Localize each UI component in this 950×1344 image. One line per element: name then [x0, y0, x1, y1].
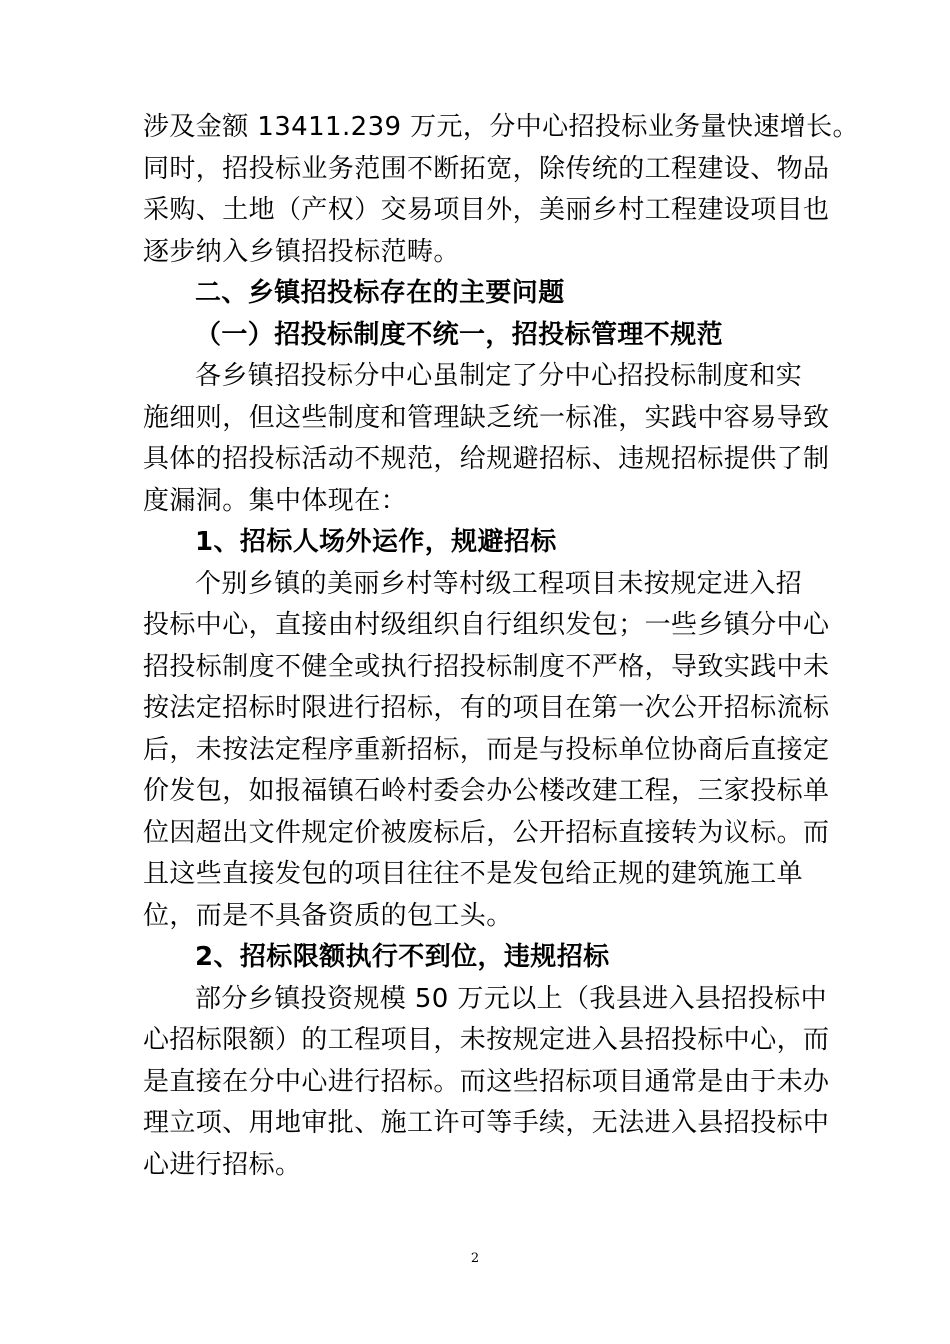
text-line: 度漏洞。集中体现在：: [143, 485, 408, 516]
text-line: 具体的招投标活动不规范，给规避招标、违规招标提供了制: [143, 444, 830, 474]
section-heading: 2、招标限额执行不到位，违规招标: [195, 942, 610, 972]
section-heading: 1、招标人场外运作，规避招标: [195, 527, 557, 557]
text-line: 部分乡镇投资规模 50 万元以上（我县进入县招投标中: [195, 983, 828, 1014]
text-line: 按法定招标时限进行招标，有的项目在第一次公开招标流标: [143, 693, 830, 723]
page-number: 2: [470, 1251, 480, 1266]
text-line: 涉及金额 13411.239 万元，分中心招投标业务量快速增长。: [143, 112, 859, 142]
text-line: 且这些直接发包的项目往往不是发包给正规的建筑施工单: [143, 859, 804, 889]
text-line: 个别乡镇的美丽乡村等村级工程项目未按规定进入招: [195, 568, 803, 599]
text-line: 位因超出文件规定价被废标后，公开招标直接转为议标。而: [143, 817, 830, 848]
section-heading: （一）招投标制度不统一，招投标管理不规范: [195, 319, 724, 350]
text-line: 后，未按法定程序重新招标，而是与投标单位协商后直接定: [143, 734, 830, 765]
text-line: 位，而是不具备资质的包工头。: [143, 900, 513, 931]
document-body: [143, 107, 859, 1186]
text-line: 采购、土地（产权）交易项目外，美丽乡村工程建设项目也: [143, 195, 830, 225]
text-line: 是直接在分中心进行招标。而这些招标项目通常是由于未办: [143, 1066, 830, 1097]
text-line: 理立项、用地审批、施工许可等手续，无法进入县招投标中: [143, 1108, 830, 1138]
text-line: 招投标制度不健全或执行招投标制度不严格，导致实践中未: [143, 651, 830, 682]
text-line: 同时，招投标业务范围不断拓宽，除传统的工程建设、物品: [143, 153, 830, 184]
section-heading: 二、乡镇招投标存在的主要问题: [195, 278, 565, 308]
text-line: 心招标限额）的工程项目，未按规定进入县招投标中心，而: [143, 1025, 830, 1055]
text-line: 投标中心，直接由村级组织自行组织发包；一些乡镇分中心: [143, 610, 830, 640]
text-line: 各乡镇招投标分中心虽制定了分中心招投标制度和实: [195, 361, 803, 391]
text-line: 价发包，如报福镇石岭村委会办公楼改建工程，三家投标单: [143, 776, 830, 806]
text-line: 心进行招标。: [143, 1149, 302, 1180]
text-line: 逐步纳入乡镇招投标范畴。: [143, 236, 460, 267]
text-line: 施细则，但这些制度和管理缺乏统一标准，实践中容易导致: [143, 402, 830, 433]
